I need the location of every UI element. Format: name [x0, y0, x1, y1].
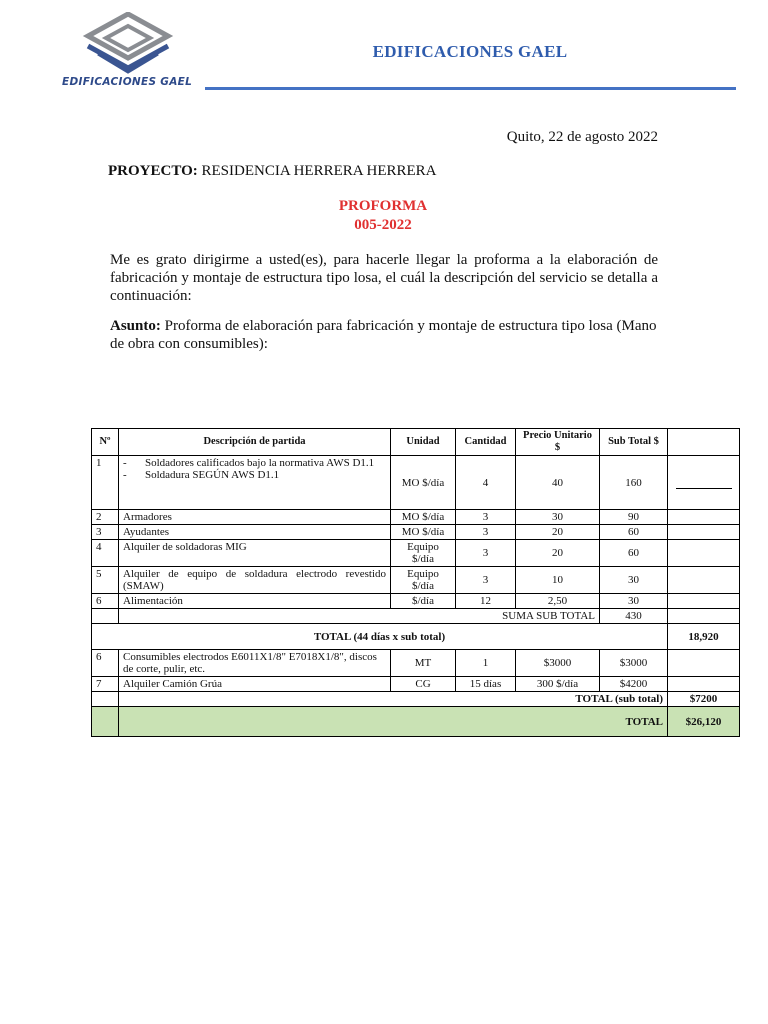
- cell-qty: 15 días: [456, 677, 516, 692]
- company-logo: [60, 12, 195, 92]
- header-price: Precio Unitario $: [516, 429, 600, 456]
- cell-price: 20: [516, 525, 600, 540]
- total-days-value: 18,920: [668, 624, 740, 650]
- asunto-text: Proforma de elaboración para fabricación y montaje de estructura tipo losa (Mano de obra con consumibles):: [110, 318, 657, 352]
- header-unit: Unidad: [391, 429, 456, 456]
- cell-desc: Alquiler de soldadoras MIG: [119, 540, 391, 567]
- cell-qty: 1: [456, 650, 516, 677]
- total-sub-label: TOTAL (sub total): [119, 692, 668, 707]
- table-row: [92, 567, 740, 594]
- signature-cell: [668, 456, 740, 510]
- cell-subtotal: 160: [600, 456, 668, 510]
- grand-total-row: [92, 707, 740, 737]
- cell-qty: 3: [456, 567, 516, 594]
- cell-qty: 4: [456, 456, 516, 510]
- cell-price: 30: [516, 510, 600, 525]
- intro-paragraph: Me es grato dirigirme a usted(es), para hacerle llegar la proforma a la elaboración de fabricación y montaje de estructura tipo losa, el cuál la descripción del servicio se detalla a continuación:: [110, 252, 658, 304]
- desc-item: - Soldadura SEGÚN AWS D1.1: [123, 469, 386, 481]
- cell-unit: MO $/día: [391, 510, 456, 525]
- header-qty: Cantidad: [456, 429, 516, 456]
- table-row: [92, 540, 740, 567]
- cell-unit: MO $/día: [391, 456, 456, 510]
- cell-desc: [119, 456, 391, 510]
- cell-desc: Consumibles electrodos E6011X1/8" E7018X1/8", discos de corte, pulir, etc.: [119, 650, 391, 677]
- cell-desc: Alimentación: [119, 594, 391, 609]
- table-row: [92, 525, 740, 540]
- logo-chevron-icon: [82, 12, 174, 74]
- cell-price: 300 $/día: [516, 677, 600, 692]
- header-subtotal: Sub Total $: [600, 429, 668, 456]
- total-days-label: TOTAL (44 días x sub total): [92, 624, 668, 650]
- table-row: [92, 594, 740, 609]
- letter-date: Quito, 22 de agosto 2022: [506, 129, 658, 145]
- asunto-paragraph: [110, 317, 658, 353]
- total-subtotal-row: [92, 692, 740, 707]
- grand-total-label: TOTAL: [119, 707, 668, 737]
- cell-subtotal: 60: [600, 525, 668, 540]
- cell-desc: Alquiler de equipo de soldadura electrodo revestido (SMAW): [119, 567, 391, 594]
- suma-value: 430: [600, 609, 668, 624]
- cell-subtotal: 60: [600, 540, 668, 567]
- desc-item: - Soldadores calificados bajo la normativa AWS D1.1: [123, 457, 386, 469]
- cell-no: 6: [92, 650, 119, 677]
- cell-price: 40: [516, 456, 600, 510]
- cell-no: 7: [92, 677, 119, 692]
- table-header-row: [92, 429, 740, 456]
- cell-qty: 3: [456, 525, 516, 540]
- logo-text: EDIFICACIONES GAEL: [62, 76, 193, 88]
- cell-no: 4: [92, 540, 119, 567]
- header-no: Nº: [92, 429, 119, 456]
- total-sub-value: $7200: [668, 692, 740, 707]
- cell-price: 2,50: [516, 594, 600, 609]
- cell-no: 3: [92, 525, 119, 540]
- table-row: [92, 456, 740, 510]
- cell-subtotal: 30: [600, 594, 668, 609]
- cell-unit: MO $/día: [391, 525, 456, 540]
- suma-subtotal-row: [92, 609, 740, 624]
- table-row: [92, 650, 740, 677]
- quote-table: [91, 428, 740, 737]
- header-extra: [668, 429, 740, 456]
- cell-price: 20: [516, 540, 600, 567]
- cell-unit: MT: [391, 650, 456, 677]
- cell-no: 2: [92, 510, 119, 525]
- cell-subtotal: $3000: [600, 650, 668, 677]
- project-label: PROYECTO:: [108, 163, 198, 179]
- cell-no: 5: [92, 567, 119, 594]
- cell-unit: $/día: [391, 594, 456, 609]
- cell-qty: 3: [456, 540, 516, 567]
- header-desc: Descripción de partida: [119, 429, 391, 456]
- project-line: [108, 163, 437, 180]
- cell-qty: 3: [456, 510, 516, 525]
- cell-no: 1: [92, 456, 119, 510]
- cell-price: 10: [516, 567, 600, 594]
- suma-label: SUMA SUB TOTAL: [119, 609, 600, 624]
- proforma-number: 005-2022: [354, 217, 412, 233]
- cell-subtotal: $4200: [600, 677, 668, 692]
- company-title: EDIFICACIONES GAEL: [372, 42, 568, 61]
- header-divider: [205, 87, 736, 90]
- table-row: [92, 677, 740, 692]
- grand-total-value: $26,120: [668, 707, 740, 737]
- cell-desc: Armadores: [119, 510, 391, 525]
- signature-line: [676, 488, 732, 489]
- cell-no: 6: [92, 594, 119, 609]
- table-row: [92, 510, 740, 525]
- project-name: RESIDENCIA HERRERA HERRERA: [197, 163, 437, 179]
- cell-qty: 12: [456, 594, 516, 609]
- asunto-label: Asunto:: [110, 318, 161, 334]
- cell-unit: Equipo $/día: [391, 567, 456, 594]
- cell-subtotal: 30: [600, 567, 668, 594]
- cell-desc: Alquiler Camión Grúa: [119, 677, 391, 692]
- proforma-heading: [108, 197, 658, 235]
- cell-desc: Ayudantes: [119, 525, 391, 540]
- cell-unit: CG: [391, 677, 456, 692]
- cell-unit: Equipo $/día: [391, 540, 456, 567]
- cell-subtotal: 90: [600, 510, 668, 525]
- proforma-title: PROFORMA: [338, 198, 428, 214]
- total-days-row: [92, 624, 740, 650]
- cell-price: $3000: [516, 650, 600, 677]
